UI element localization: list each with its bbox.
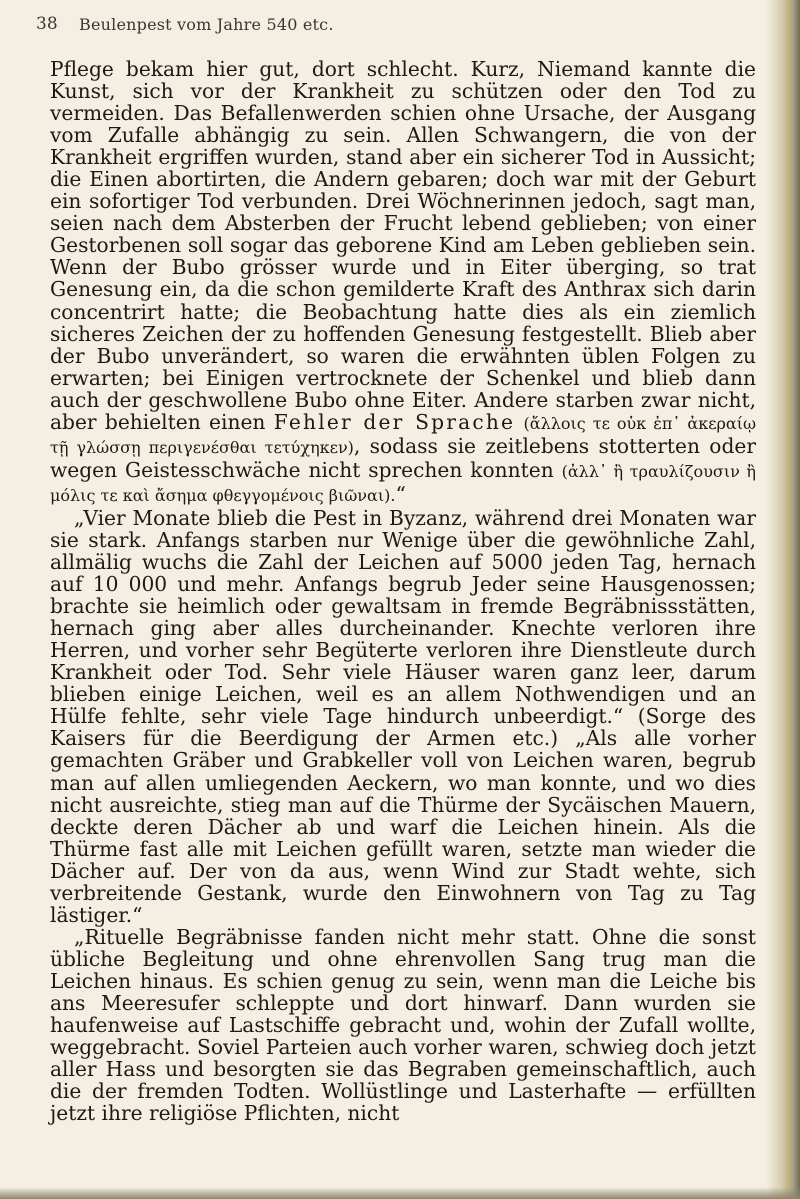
paragraph-1	[50, 58, 756, 507]
greek-quote-1: (ἄλλοις τε οὐκ ἐπ᾽ ἀκεραίῳ τῇ γλώσσῃ περιγενέσθαι τετύχηκεν)	[50, 413, 757, 457]
paragraph-3: „Rituelle Begräbnisse fanden nicht mehr statt. Ohne die sonst übliche Begleitung und ohne ehrenvollen Sang trug man die Leichen hinaus. Es schien genug zu sein, wenn man die Leiche bis ans Meeresufer schleppte und dort hinwarf. Dann wurden sie haufenweise auf Lastschiffe gebracht und, wohin der Zufall wollte, weggebracht. Soviel Parteien auch vorher waren, schwieg doch jetzt aller Hass und besorgten sie das Begraben gemeinschaftlich, auch die der fremden Todten. Wollüstlinge und Lasterhafte — erfüllten jetzt ihre religiöse Pflichten, nicht	[50, 924, 756, 1126]
page-header	[36, 14, 766, 42]
running-title: Beulenpest vom Jahre 540 etc.	[79, 15, 334, 34]
spaced-emphasis: Fehler der Sprache	[273, 409, 516, 434]
closing-quote: “	[395, 481, 406, 506]
paragraph-1-text-2: , sodass sie zeitlebens stotterten oder wegen Geistesschwäche nicht sprechen konnten	[50, 433, 756, 482]
page-number: 38	[36, 14, 58, 34]
body-text	[50, 58, 756, 1124]
page-bottom-edge	[0, 1187, 800, 1199]
greek-quote-2: (ἀλλ᾽ ἢ τραυλίζουσιν ἢ μόλις τε καὶ ἄσημα φθεγγομένοις βιῶναι).	[50, 461, 756, 505]
page-edge-shadow	[766, 0, 800, 1199]
paragraph-2: „Vier Monate blieb die Pest in Byzanz, während drei Monaten war sie stark. Anfangs starben nur Wenige über die gewöhnliche Zahl, allmälig wuchs die Zahl der Leichen auf 5000 jeden Tag, hernach auf 10 000 und mehr. Anfangs begrub Jeder seine Hausgenossen; brachte sie heimlich oder gewaltsam in fremde Begräbnissstätten, hernach ging aber alles durcheinander. Knechte verloren ihre Herren, und vorher sehr Begüterte verloren ihre Dienstleute durch Krankheit oder Tod. Sehr viele Häuser waren ganz leer, darum blieben einige Leichen, weil es an allem Nothwendigen und an Hülfe fehlte, sehr viele Tage hindurch unbeerdigt.“ (Sorge des Kaisers für die Beerdigung der Armen etc.) „Als alle vorher gemachten Gräber und Grabkeller voll von Leichen waren, begrub man auf allen umliegenden Aeckern, wo man konnte, und wo dies nicht ausreichte, stieg man auf die Thürme der Sycäischen Mauern, deckte deren Dächer ab und warf die Leichen hinein. Als die Thürme fast alle mit Leichen gefüllt waren, setzte man wieder die Dächer auf. Der von da aus, wenn Wind zur Stadt wehte, sich verbreitende Gestank, wurde den Einwohnern von Tag zu Tag lästiger.“	[50, 505, 756, 927]
paragraph-1-text: Pflege bekam hier gut, dort schlecht. Kurz, Niemand kannte die Kunst, sich vor der Krankheit zu schützen oder den Tod zu vermeiden. Das Befallenwerden schien ohne Ursache, der Ausgang vom Zufalle abhängig zu sein. Allen Schwangern, die von der Krankheit ergriffen wurden, stand aber ein sicherer Tod in Aussicht; die Einen abortirten, die Andern gebaren; doch war mit der Geburt ein sofortiger Tod verbunden. Drei Wöchnerinnen jedoch, sagt man, seien nach dem Absterben der Frucht lebend geblieben; von einer Gestorbenen soll sogar das geborene Kind am Leben geblieben sein. Wenn der Bubo grösser wurde und in Eiter überging, so trat Genesung ein, da die schon gemilderte Kraft des Anthrax sich darin concentrirt hatte; die Beobachtung hatte dies als ein ziemlich sicheres Zeichen der zu hoffenden Genesung festgestellt. Blieb aber der Bubo unverändert, so waren die erwähnten üblen Folgen zu erwarten; bei Einigen vertrocknete der Schenkel und blieb dann auch der geschwollene Bubo ohne Eiter. Andere starben zwar nicht, aber behielten einen	[50, 57, 756, 434]
